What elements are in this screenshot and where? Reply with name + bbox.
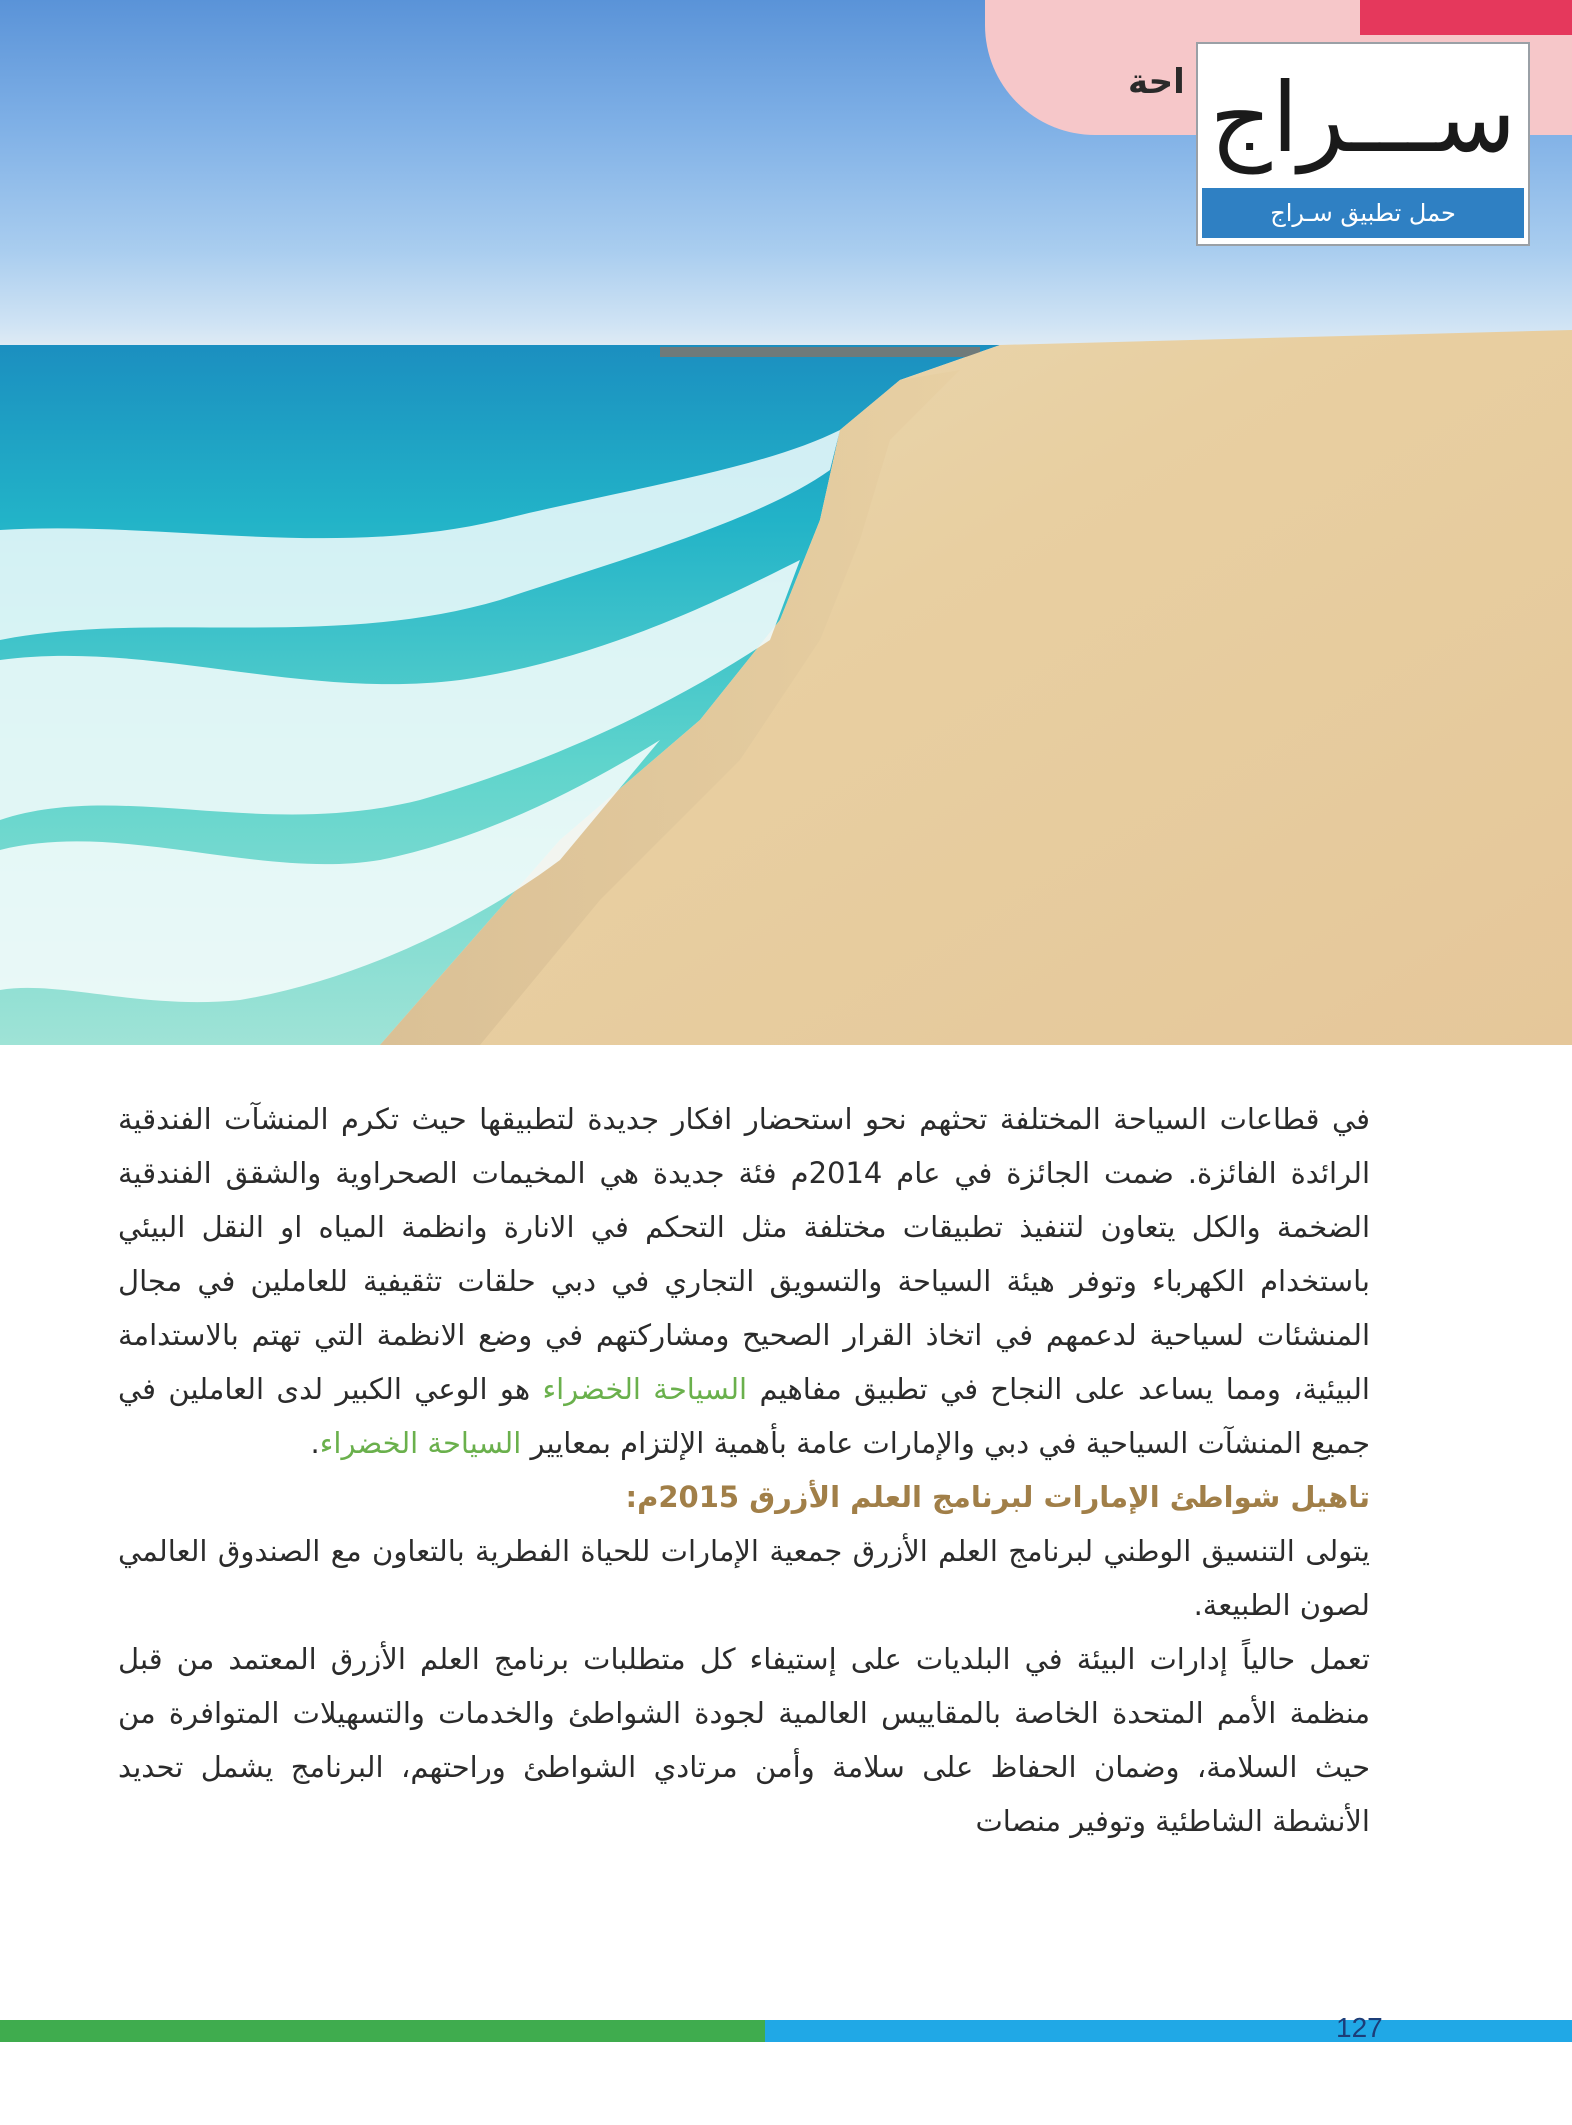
header-accent-bar bbox=[1360, 0, 1572, 35]
footer-bar-blue bbox=[765, 2020, 1572, 2042]
siraj-logo[interactable] bbox=[1196, 42, 1530, 246]
section-subheading: تاهيل شواطئ الإمارات لبرنامج العلم الأزرق 2015م: bbox=[625, 1480, 1370, 1514]
paragraph-1 bbox=[118, 1092, 1370, 1470]
paragraph-1-text-a: في قطاعات السياحة المختلفة تحثهم نحو استحضار افكار جديدة لتطبيقها حيث تكرم المنشآت الفندقية الرائدة الفائزة. ضمت الجائزة في عام 2014م فئة جديدة هي المخيمات الصحراوية والشقق الفندقية الضخمة والكل يتعاون لتنفيذ تطبيقات مختلفة مثل التحكم في الانارة وانظمة المياه او النقل البيئي باستخدام الكهرباء وتوفر هيئة السياحة والتسويق التجاري في دبي حلقات تثقيفية للعاملين في مجال المنشئات لسياحية لدعمهم في اتخاذ القرار الصحيح ومشاركتهم في وضع الانظمة التي تهتم بالاستدامة البيئية، ومما يساعد على النجاح في تطبيق مفاهيم bbox=[118, 1102, 1371, 1406]
logo-tagline: حمل تطبيق سـراج bbox=[1202, 188, 1524, 238]
logo-wordmark: ســـراج bbox=[1209, 62, 1517, 174]
paragraph-1-text-b: هو الوعي الكبير لدى العاملين في جميع المنشآت السياحية في دبي والإمارات عامة بأهمية الإلتزام بمعايير bbox=[118, 1372, 1370, 1460]
green-tourism-term: السياحة الخضراء bbox=[319, 1426, 522, 1460]
paragraph-3: تعمل حالياً إدارات البيئة في البلديات على إستيفاء كل متطلبات برنامج العلم الأزرق المعتمد من قبل منظمة الأمم المتحدة الخاصة بالمقاييس العالمية لجودة الشواطئ والخدمات والتسهيلات المتوافرة من حيث السلامة، وضمان الحفاظ على سلامة وأمن مرتادي الشواطئ وراحتهم، البرنامج يشمل تحديد الأنشطة الشاطئية وتوفير منصات bbox=[118, 1642, 1370, 1838]
page-title-fragment: احة bbox=[1128, 62, 1185, 102]
paragraph-1-text-c: . bbox=[310, 1426, 320, 1460]
footer-bar-green bbox=[0, 2020, 765, 2042]
paragraph-2: يتولى التنسيق الوطني لبرنامج العلم الأزرق جمعية الإمارات للحياة الفطرية بالتعاون مع الصندوق العالمي لصون الطبيعة. bbox=[118, 1534, 1370, 1622]
article-body bbox=[118, 1092, 1370, 1848]
green-tourism-term: السياحة الخضراء bbox=[542, 1372, 748, 1406]
page-number: 127 bbox=[1336, 2012, 1383, 2043]
